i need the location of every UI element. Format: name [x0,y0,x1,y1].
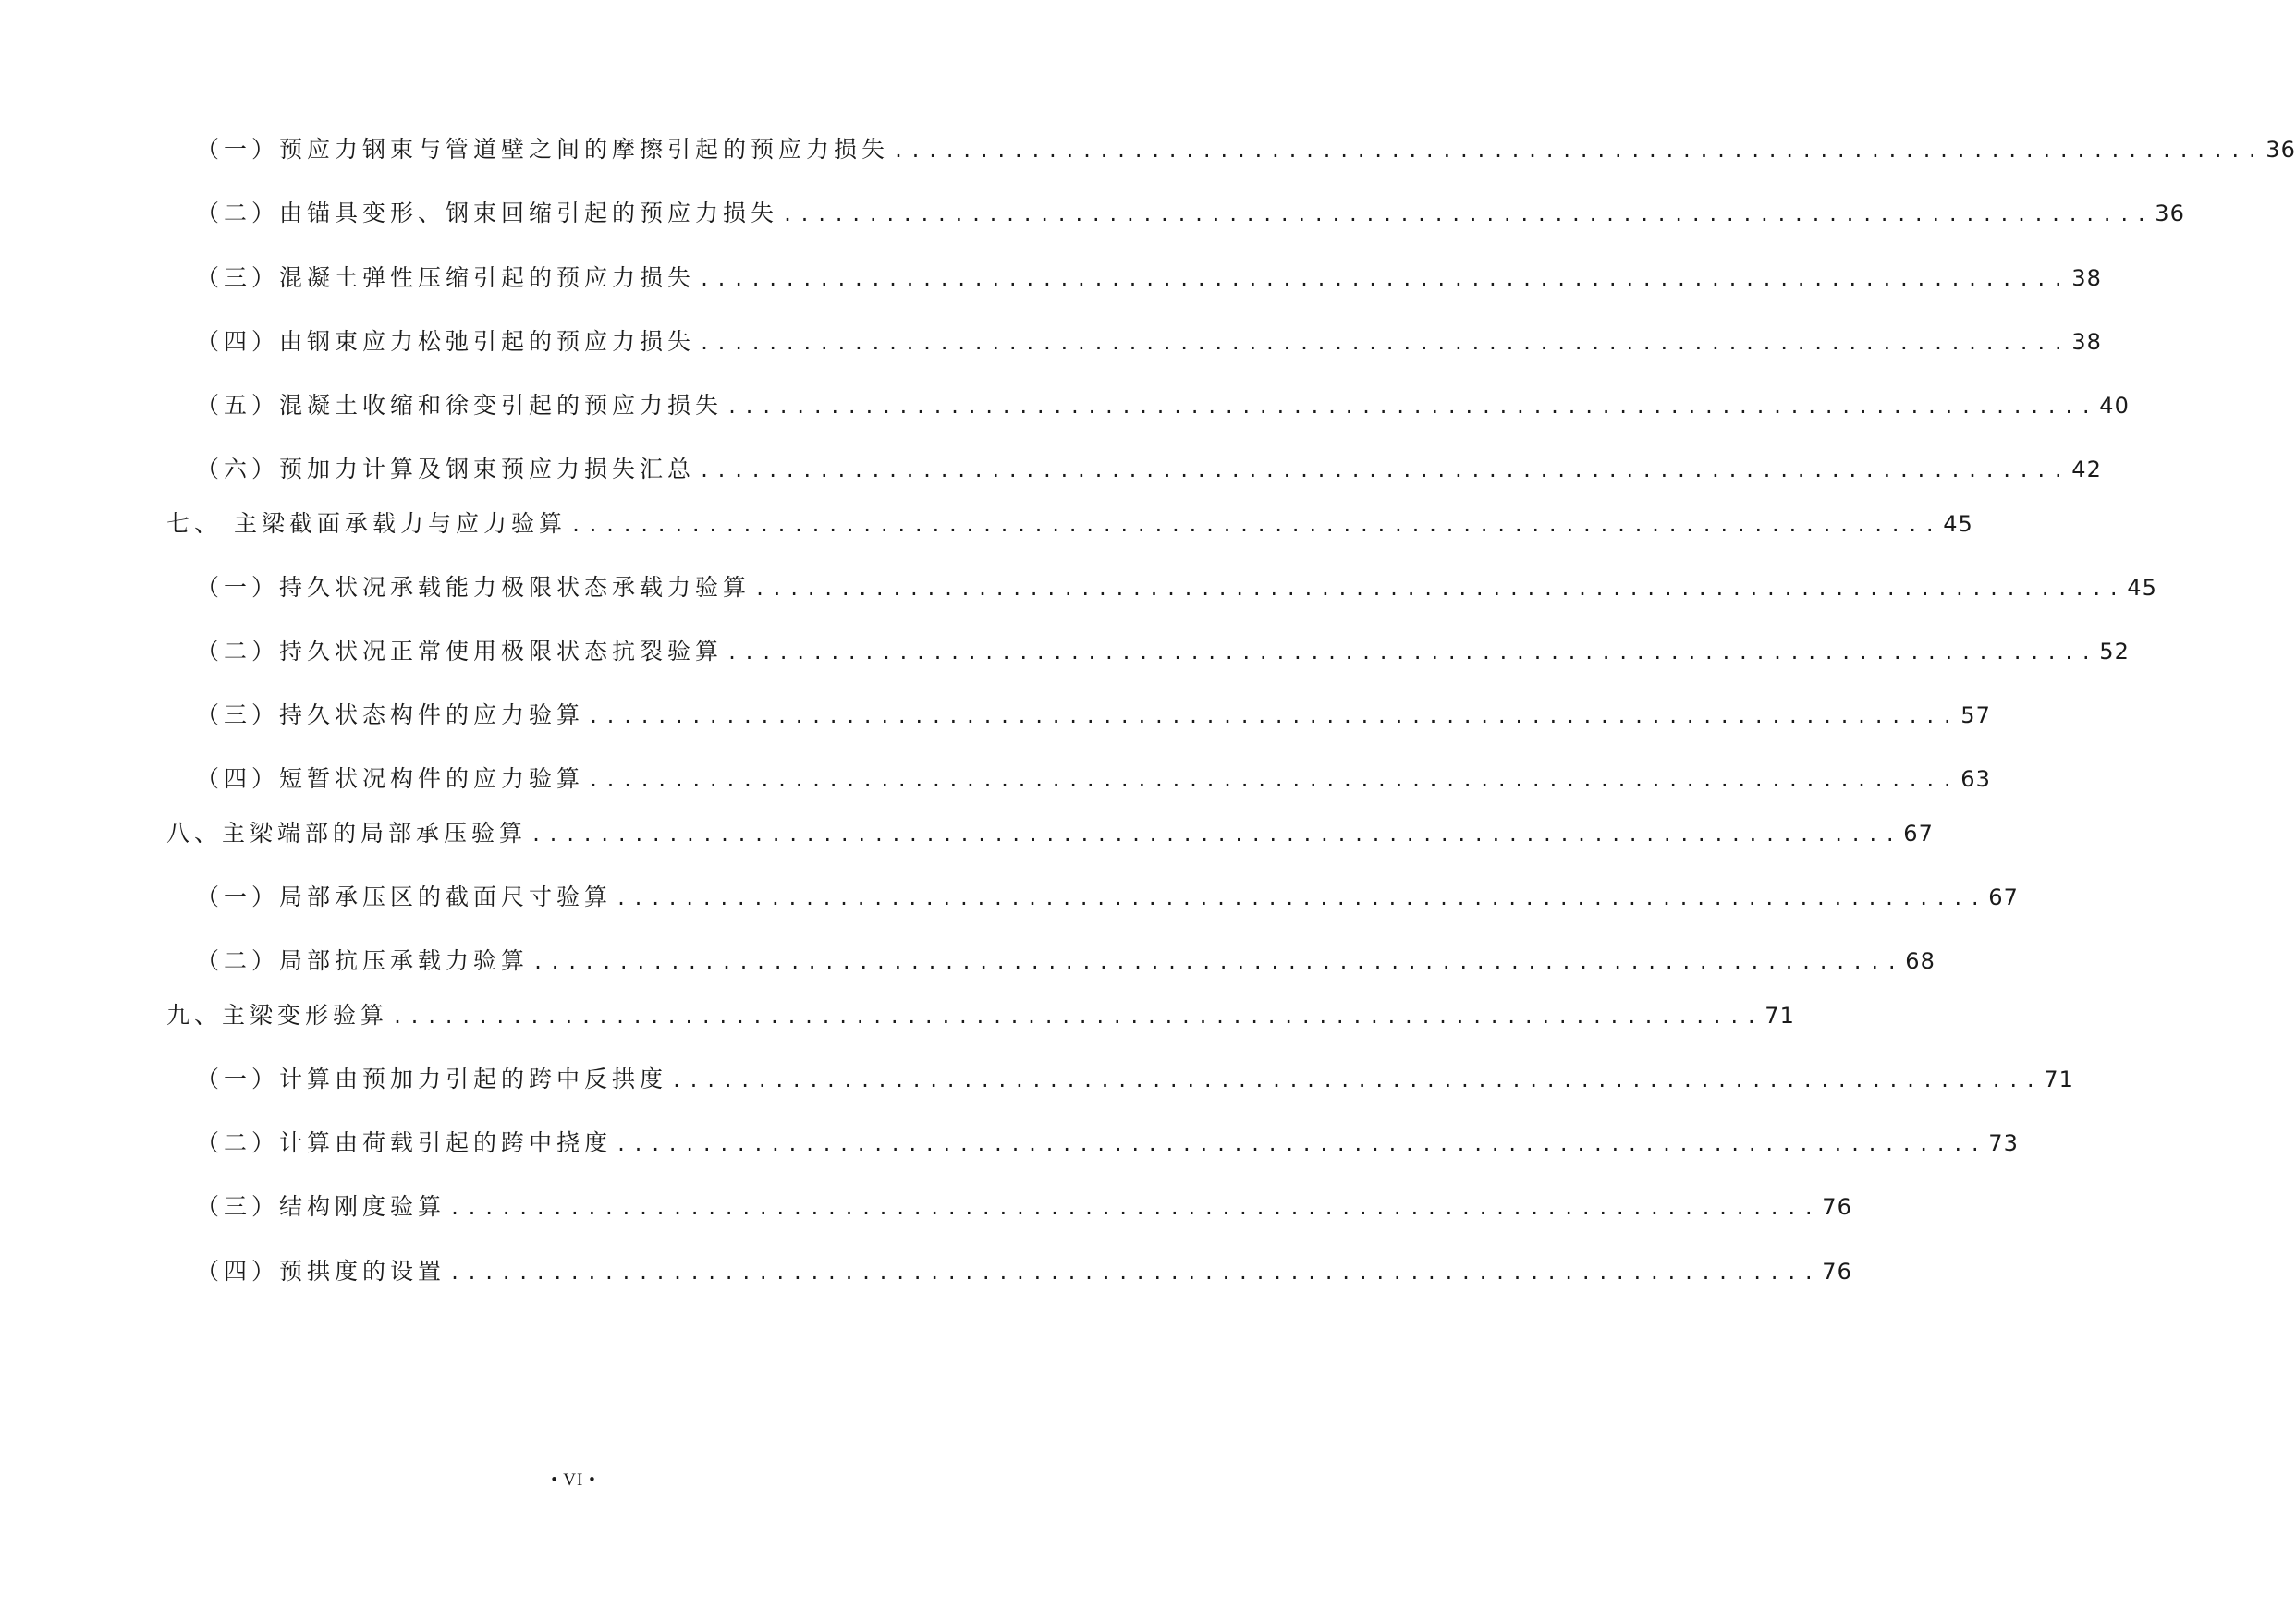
toc-entry-page: 71 [1765,1003,1795,1029]
toc-entry-page: 73 [1988,1130,2019,1156]
toc-dot-leader: ................................................................................ [569,514,1942,536]
toc-dot-leader: ................................................................................ [782,203,2154,225]
toc-entry [196,195,2185,232]
toc-entry [196,697,1991,734]
toc-entry-page: 76 [1822,1259,1852,1285]
toc-entry [196,1125,2019,1162]
toc-entry [196,761,1991,798]
toc-entry-label: （一）预应力钢束与管道壁之间的摩擦引起的预应力损失 [196,136,890,163]
toc-entry-label: 八、主梁端部的局部承压验算 [166,820,528,847]
toc-entry-page: 52 [2099,639,2130,664]
toc-entry [196,1253,1852,1290]
toc-entry [196,633,2130,670]
toc-entry-page: 45 [1943,511,1973,537]
toc-entry-label: （三）结构刚度验算 [196,1193,446,1220]
toc-entry [196,387,2130,424]
toc-entry-page: 68 [1905,948,1936,974]
page-number: • VI • [551,1470,596,1490]
toc-entry-label: （二）局部抗压承载力验算 [196,947,530,974]
toc-dot-leader: ................................................................................ [449,1261,1821,1284]
toc-entry-page: 38 [2071,265,2102,291]
toc-entry-label: （三）混凝土弹性压缩引起的预应力损失 [196,264,696,291]
toc-entry-label: （二）持久状况正常使用极限状态抗裂验算 [196,638,724,664]
toc-entry-label: 九、主梁变形验算 [166,1002,389,1029]
toc-entry-page: 36 [2155,201,2185,226]
toc-entry [166,997,1795,1034]
toc-entry-page: 71 [2044,1066,2074,1092]
toc-entry-page: 67 [1988,884,2019,910]
toc-entry [196,943,1936,980]
toc-dot-leader: ................................................................................ [699,459,2070,481]
toc-entry [196,451,2102,488]
toc-dot-leader: ................................................................................ [893,140,2265,162]
toc-dot-leader: ................................................................................ [671,1069,2043,1091]
toc-dot-leader: ................................................................................ [532,951,1904,973]
toc-dot-leader: ................................................................................ [727,396,2098,418]
toc-entry-page: 42 [2071,457,2102,482]
toc-entry [196,879,2019,916]
toc-entry [196,569,2157,606]
toc-entry [196,1188,1852,1225]
toc-entry-page: 63 [1960,766,1991,792]
toc-entry-label: （一）计算由预加力引起的跨中反拱度 [196,1066,668,1092]
toc-entry-label: （二）由锚具变形、钢束回缩引起的预应力损失 [196,200,779,226]
toc-entry-label: 七、 主梁截面承载力与应力验算 [166,510,567,537]
toc-entry-label: （四）短暂状况构件的应力验算 [196,765,585,792]
toc-entry-page: 57 [1960,702,1991,728]
toc-dot-leader: ................................................................................ [616,1133,1987,1155]
toc-entry-page: 67 [1903,821,1934,847]
toc-dot-leader: ................................................................................ [449,1197,1821,1219]
toc-entry-label: （二）计算由荷载引起的跨中挠度 [196,1129,613,1156]
toc-dot-leader: ................................................................................ [727,641,2098,664]
toc-entry [196,131,2296,168]
toc-entry-page: 38 [2071,329,2102,355]
toc-dot-leader: ................................................................................ [588,769,1960,791]
toc-entry [196,260,2102,297]
toc-entry-label: （四）预拱度的设置 [196,1258,446,1285]
toc-entry [166,815,1934,852]
toc-entry-page: 45 [2127,575,2157,601]
toc-entry-label: （四）由钢束应力松弛引起的预应力损失 [196,328,696,355]
toc-entry-page: 76 [1822,1194,1852,1220]
toc-entry-page: 36 [2265,137,2296,163]
toc-dot-leader: ................................................................................ [616,887,1987,909]
toc-entry-label: （三）持久状态构件的应力验算 [196,701,585,728]
toc-entry [196,1061,2074,1098]
toc-entry-label: （六）预加力计算及钢束预应力损失汇总 [196,456,696,482]
toc-entry-label: （五）混凝土收缩和徐变引起的预应力损失 [196,392,724,419]
toc-dot-leader: ................................................................................ [588,705,1960,727]
toc-dot-leader: ................................................................................ [392,1006,1764,1028]
toc-entry-label: （一）局部承压区的截面尺寸验算 [196,884,613,910]
toc-entry-page: 40 [2099,393,2130,419]
toc-dot-leader: ................................................................................ [699,268,2070,290]
toc-dot-leader: ................................................................................ [699,332,2070,354]
toc-entry [166,506,1973,542]
toc-entry-label: （一）持久状况承载能力极限状态承载力验算 [196,574,751,601]
toc-dot-leader: ................................................................................ [754,578,2126,600]
toc-dot-leader: ................................................................................ [531,823,1902,846]
toc-entry [196,323,2102,360]
